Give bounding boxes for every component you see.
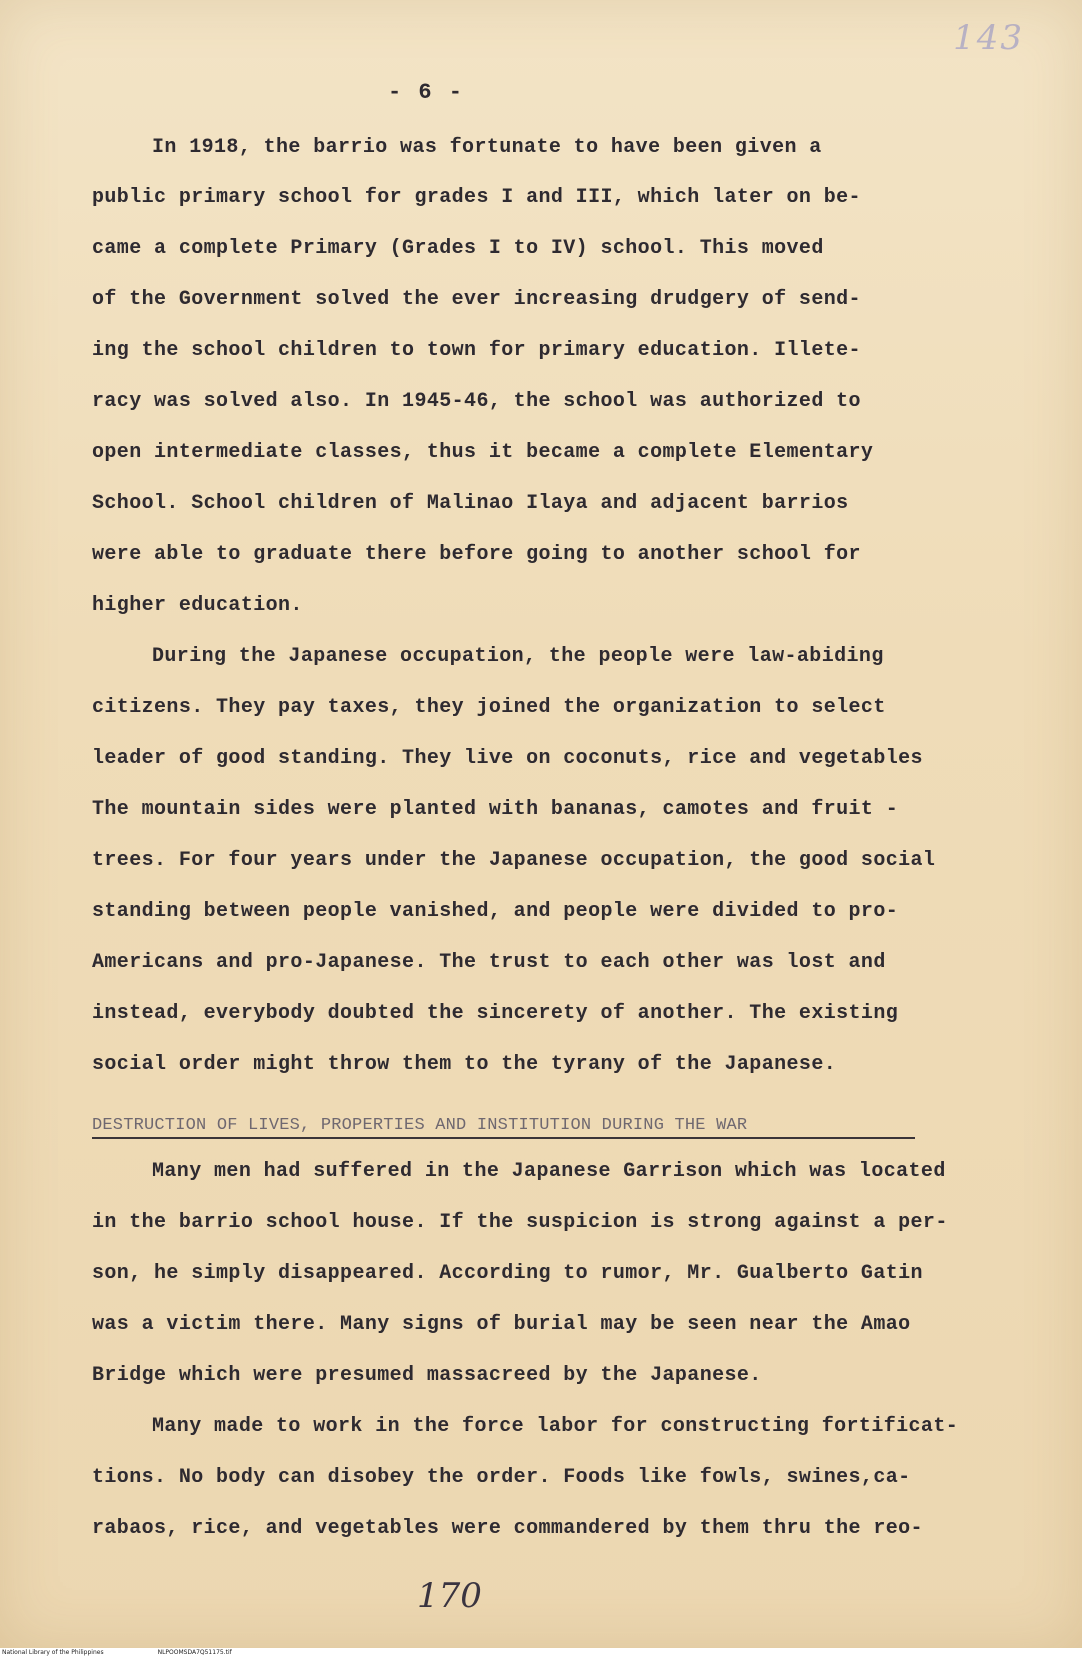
text-line: were able to graduate there before going to another school for xyxy=(92,543,861,566)
text-line: instead, everybody doubted the sincerety of another. The existing xyxy=(92,1002,899,1025)
handwritten-page-number: 170 xyxy=(417,1576,482,1616)
text-line: citizens. They pay taxes, they joined the organization to select xyxy=(92,696,886,719)
text-line: School. School children of Malinao Ilaya and adjacent barrios xyxy=(92,492,849,515)
text-line: The mountain sides were planted with bananas, camotes and fruit - xyxy=(92,798,899,821)
text-line: public primary school for grades I and III, which later on be- xyxy=(92,186,861,209)
text-line: In 1918, the barrio was fortunate to have been given a xyxy=(152,136,822,159)
scan-footer xyxy=(0,1648,1082,1658)
text-line: Many men had suffered in the Japanese Garrison which was located xyxy=(152,1160,946,1183)
text-line: trees. For four years under the Japanese occupation, the good social xyxy=(92,849,936,872)
text-line: leader of good standing. They live on coconuts, rice and vegetables xyxy=(92,747,923,770)
text-line: Bridge which were presumed massacreed by the Japanese. xyxy=(92,1364,762,1387)
text-line: tions. No body can disobey the order. Foods like fowls, swines,ca- xyxy=(92,1466,911,1489)
text-line: social order might throw them to the tyrany of the Japanese. xyxy=(92,1053,837,1076)
text-line: racy was solved also. In 1945-46, the school was authorized to xyxy=(92,390,861,413)
file-id: NLPOOMSDA7Q51175.tif xyxy=(157,1649,232,1656)
text-line: came a complete Primary (Grades I to IV) school. This moved xyxy=(92,237,824,260)
library-credit: National Library of the Philippines xyxy=(2,1649,104,1656)
text-line: Many made to work in the force labor for constructing fortificat- xyxy=(152,1415,959,1438)
text-line: rabaos, rice, and vegetables were commandered by them thru the reo- xyxy=(92,1517,923,1540)
text-line: Americans and pro-Japanese. The trust to each other was lost and xyxy=(92,951,886,974)
text-line: in the barrio school house. If the suspicion is strong against a per- xyxy=(92,1211,948,1234)
page-number: - 6 - xyxy=(388,80,465,105)
section-heading: DESTRUCTION OF LIVES, PROPERTIES AND INSTITUTION DURING THE WAR xyxy=(92,1116,915,1139)
text-line: son, he simply disappeared. According to rumor, Mr. Gualberto Gatin xyxy=(92,1262,923,1285)
text-line: open intermediate classes, thus it became a complete Elementary xyxy=(92,441,874,464)
text-line: standing between people vanished, and people were divided to pro- xyxy=(92,900,899,923)
text-line: of the Government solved the ever increasing drudgery of send- xyxy=(92,288,861,311)
folio-number: 143 xyxy=(953,18,1024,58)
text-line: was a victim there. Many signs of burial may be seen near the Amao xyxy=(92,1313,911,1336)
text-line: During the Japanese occupation, the people were law-abiding xyxy=(152,645,884,668)
text-line: higher education. xyxy=(92,594,303,617)
text-line: ing the school children to town for primary education. Illete- xyxy=(92,339,861,362)
